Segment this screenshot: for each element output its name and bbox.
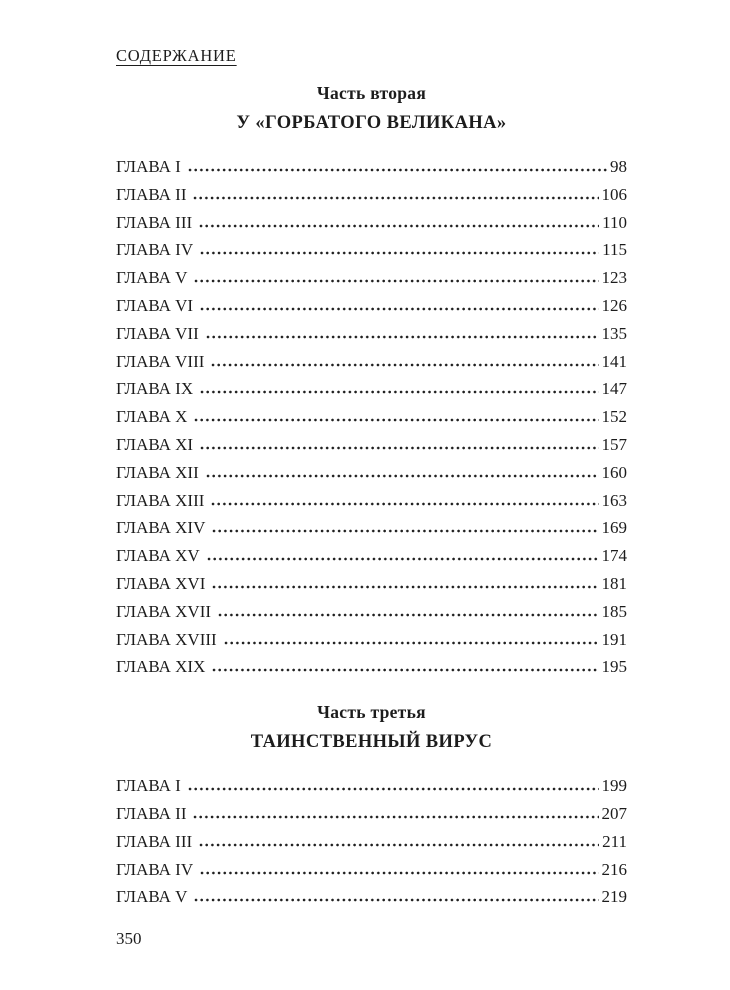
dot-leader [194,418,598,422]
dot-leader [224,641,599,645]
toc-entry [116,407,627,435]
chapter-page: 191 [601,629,627,649]
toc-entry [116,268,627,296]
chapter-page: 163 [601,490,627,510]
dot-leader [199,843,599,847]
dot-leader [200,871,598,875]
toc-list [116,776,627,915]
toc-sections [116,83,627,915]
dot-leader [200,251,599,255]
chapter-page: 207 [601,803,627,823]
toc-section [116,83,627,685]
chapter-label: ГЛАВА IX [116,379,194,399]
chapter-page: 110 [602,212,627,232]
chapter-page: 195 [601,657,627,677]
toc-entry [116,518,627,546]
dot-leader [212,529,598,533]
dot-leader [207,557,599,561]
chapter-label: ГЛАВА X [116,407,188,427]
page-number: 350 [116,929,142,949]
toc-entry [116,463,627,491]
toc-entry [116,435,627,463]
chapter-label: ГЛАВА IV [116,240,194,260]
chapter-label: ГЛАВА VII [116,323,199,343]
dot-leader [211,502,598,506]
dot-leader [212,668,598,672]
toc-entry [116,574,627,602]
chapter-page: 219 [601,887,627,907]
toc-entry [116,832,627,860]
toc-entry [116,185,627,213]
chapter-label: ГЛАВА VIII [116,351,205,371]
toc-entry [116,157,627,185]
toc-entry [116,213,627,241]
toc-entry [116,804,627,832]
chapter-page: 106 [601,184,627,204]
toc-section [116,702,627,915]
dot-leader [193,815,598,819]
chapter-page: 211 [602,831,627,851]
contents-heading: СОДЕРЖАНИЕ [116,46,237,65]
dot-leader [200,390,598,394]
chapter-label: ГЛАВА XVII [116,601,212,621]
chapter-page: 135 [601,323,627,343]
toc-entry [116,352,627,380]
chapter-page: 141 [601,351,627,371]
toc-entry [116,602,627,630]
chapter-label: ГЛАВА XV [116,546,200,566]
part-title: Часть вторая [316,83,427,103]
chapter-label: ГЛАВА XVI [116,573,206,593]
chapter-label: ГЛАВА XIX [116,657,206,677]
chapter-label: ГЛАВА III [116,212,193,232]
toc-list [116,157,627,685]
chapter-label: ГЛАВА I [116,157,181,176]
chapter-page: 181 [601,573,627,593]
chapter-page: 126 [601,295,627,315]
toc-entry [116,324,627,352]
dot-leader [212,585,598,589]
chapter-page: 123 [601,268,627,288]
toc-entry [116,379,627,407]
dot-leader [218,613,598,617]
chapter-page: 169 [601,518,627,538]
chapter-label: ГЛАВА II [116,184,187,204]
chapter-page: 147 [601,379,627,399]
part-title: Часть третья [317,702,426,723]
toc-entry [116,887,627,915]
chapter-label: ГЛАВА I [116,776,181,796]
toc-entry [116,860,627,888]
toc-entry [116,657,627,685]
chapter-label: ГЛАВА III [116,831,193,851]
section-title: У «ГОРБАТОГО ВЕЛИКАНА» [236,113,507,133]
dot-leader [199,224,599,228]
chapter-label: ГЛАВА VI [116,295,194,315]
chapter-label: ГЛАВА IV [116,859,194,879]
dot-leader [200,307,598,311]
chapter-label: ГЛАВА V [116,887,188,907]
chapter-page: 152 [601,407,627,427]
chapter-page: 185 [601,601,627,621]
chapter-page: 157 [601,434,627,454]
toc-entry [116,630,627,658]
dot-leader [200,446,598,450]
chapter-page: 115 [602,240,627,260]
dot-leader [206,474,599,478]
chapter-label: ГЛАВА XI [116,434,194,454]
toc-entry [116,296,627,324]
dot-leader [211,363,598,367]
section-title: ТАИНСТВЕННЫЙ ВИРУС [250,732,493,753]
dot-leader [193,196,598,200]
dot-leader [188,168,607,172]
chapter-page: 216 [601,859,627,879]
toc-entry [116,240,627,268]
chapter-label: ГЛАВА XII [116,462,199,482]
dot-leader [194,279,598,283]
chapter-label: ГЛАВА V [116,268,188,288]
chapter-label: ГЛАВА XIII [116,490,205,510]
chapter-page: 174 [601,546,627,566]
chapter-page: 160 [601,462,627,482]
dot-leader [188,787,599,791]
dot-leader [206,335,599,339]
chapter-label: ГЛАВА XIV [116,518,206,538]
toc-entry [116,491,627,519]
chapter-label: ГЛАВА XVIII [116,629,217,649]
chapter-page: 199 [601,776,627,796]
chapter-label: ГЛАВА II [116,803,187,823]
dot-leader [194,898,598,902]
toc-entry [116,546,627,574]
chapter-page: 98 [610,157,627,176]
toc-entry [116,776,627,804]
